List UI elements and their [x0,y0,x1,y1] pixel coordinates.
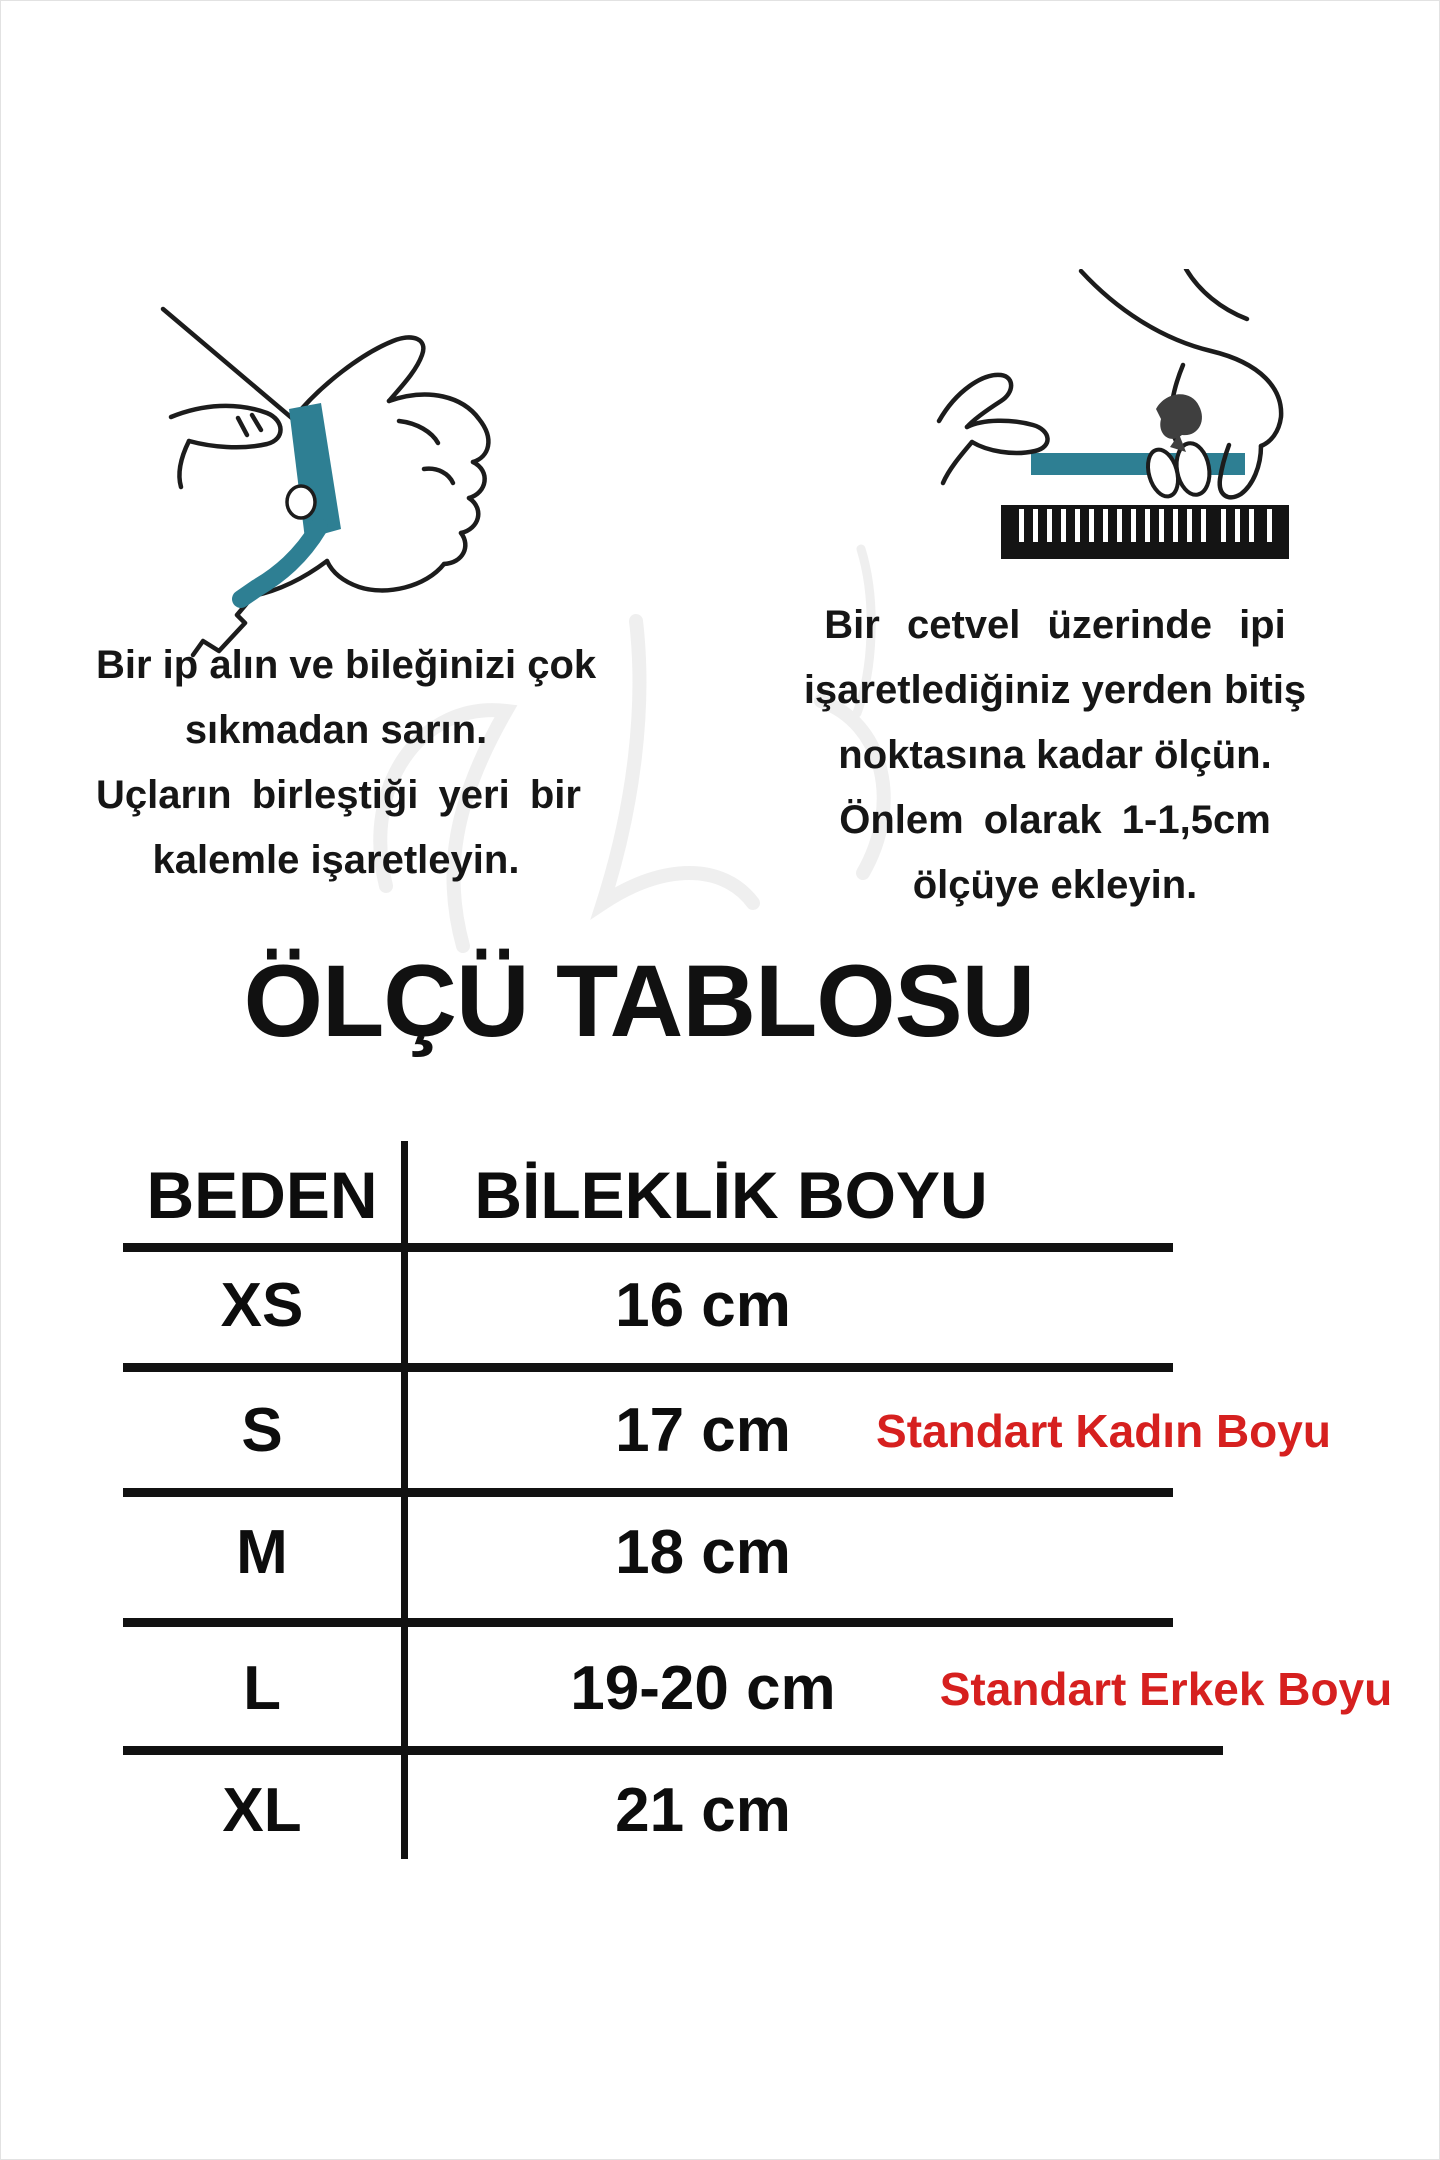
ruler-icon [1001,505,1289,559]
instruction-line: noktasına kadar ölçün. [838,733,1272,777]
size-cell: L [243,1654,281,1723]
instruction-line: sıkmadan sarın. [184,708,488,752]
table-rule [123,1363,1173,1372]
right-instruction-text [781,593,1329,918]
string-band [241,403,341,599]
size-cell: M [236,1518,288,1587]
length-cell: 18 cm [615,1518,791,1587]
table-rule [123,1618,1173,1627]
length-cell: 21 cm [615,1776,791,1845]
table-rule [123,1488,1173,1497]
left-instruction-text [96,633,597,893]
length-cell: 19-20 cm [570,1654,836,1723]
instruction-line: işaretlediğiniz yerden bitiş [803,668,1307,712]
column-header-size: BEDEN [146,1158,378,1232]
size-cell: XS [220,1271,304,1340]
measure-string-on-ruler-illustration-icon [931,269,1351,571]
instruction-line: Uçların birleştiği yeri bir [96,773,581,817]
length-cell: 16 cm [615,1271,791,1340]
table-rule [123,1746,1223,1755]
page-title: ÖLÇÜ TABLOSU [243,944,1035,1058]
instruction-line: ölçüye ekleyin. [912,863,1198,907]
table-rule [123,1243,1173,1252]
column-header-length: BİLEKLİK BOYU [474,1158,988,1232]
length-cell: 17 cm [615,1396,791,1465]
string-line [1031,453,1245,475]
string-around-wrist-illustration-icon [141,299,531,661]
row-note-standard-women: Standart Kadın Boyu [876,1405,1331,1457]
row-note-standard-men: Standart Erkek Boyu [939,1663,1393,1715]
instruction-line: Önlem olarak 1-1,5cm [839,798,1271,842]
instruction-line: kalemle işaretleyin. [152,838,520,882]
size-cell: S [241,1396,283,1465]
instruction-line: Bir ip alın ve bileğinizi çok [96,643,597,687]
instruction-line: Bir cetvel üzerinde ipi [824,603,1286,647]
size-cell: XL [222,1776,302,1845]
